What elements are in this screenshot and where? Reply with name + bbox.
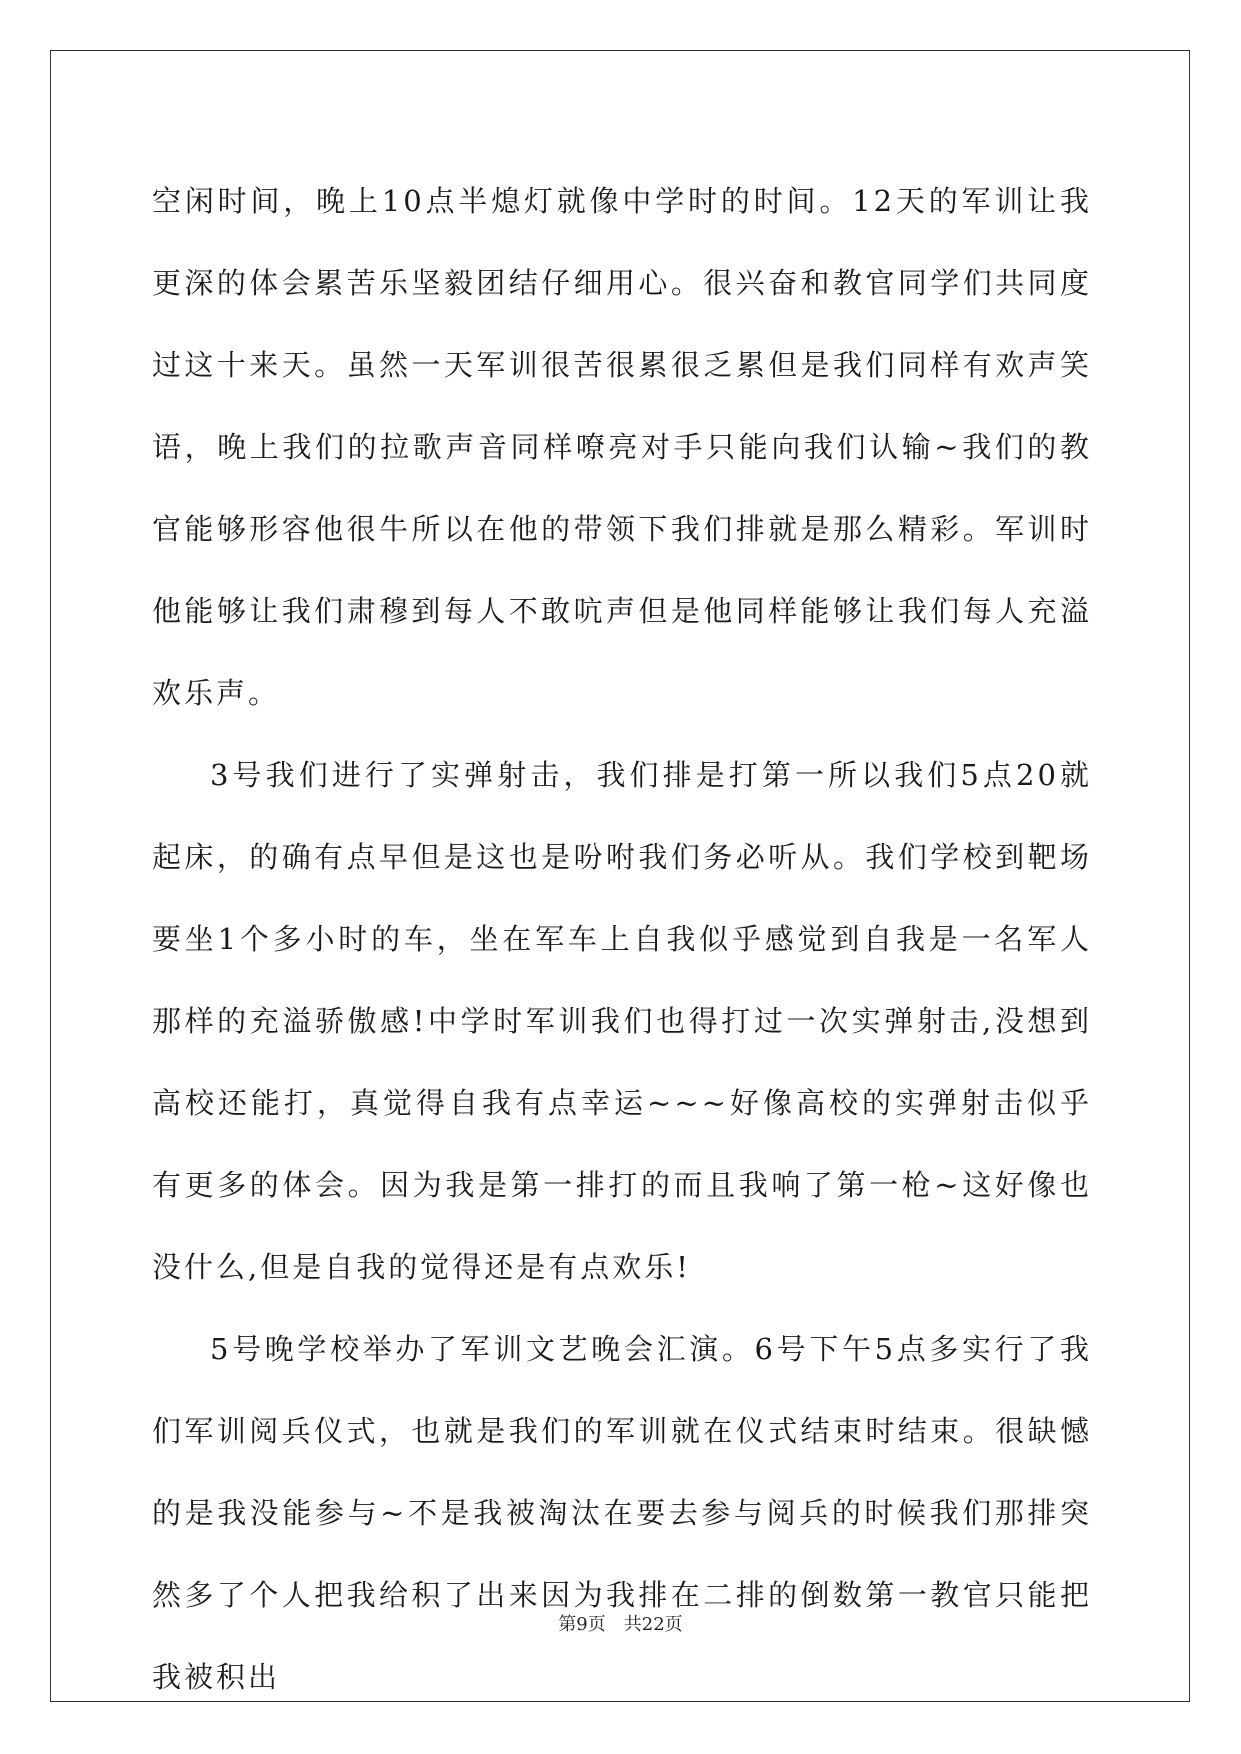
page-number-total: 共22页 (623, 1614, 683, 1635)
document-body (152, 160, 1092, 1718)
page-number-current: 第9页 (558, 1614, 606, 1635)
paragraph-1: 空闲时间，晚上10点半熄灯就像中学时的时间。12天的军训让我更深的体会累苦乐坚毅团结仔细用心。很兴奋和教官同学们共同度过这十来天。虽然一天军训很苦很累很乏累但是我们同样有欢声笑语，晚上我们的拉歌声音同样嘹亮对手只能向我们认输~我们的教官能够形容他很牛所以在他的带领下我们排就是那么精彩。军训时他能够让我们肃穆到每人不敢吭声但是他同样能够让我们每人充溢欢乐声。 (152, 184, 1092, 710)
page-footer (0, 1610, 1241, 1636)
paragraph-3: 5号晚学校举办了军训文艺晚会汇演。6号下午5点多实行了我们军训阅兵仪式，也就是我们的军训就在仪式结束时结束。很缺憾的是我没能参与~不是我被淘汰在要去参与阅兵的时候我们那排突然多了个人把我给积了出来因为我排在二排的倒数第一教官只能把我被积出 (152, 1332, 1092, 1694)
paragraph-2: 3号我们进行了实弹射击，我们排是打第一所以我们5点20就起床，的确有点早但是这也是吩咐我们务必听从。我们学校到靶场要坐1个多小时的车，坐在军车上自我似乎感觉到自我是一名军人那样的充溢骄傲感!中学时军训我们也得打过一次实弹射击,没想到高校还能打，真觉得自我有点幸运~~~好像高校的实弹射击似乎有更多的体会。因为我是第一排打的而且我响了第一枪~这好像也没什么,但是自我的觉得还是有点欢乐! (152, 758, 1092, 1284)
